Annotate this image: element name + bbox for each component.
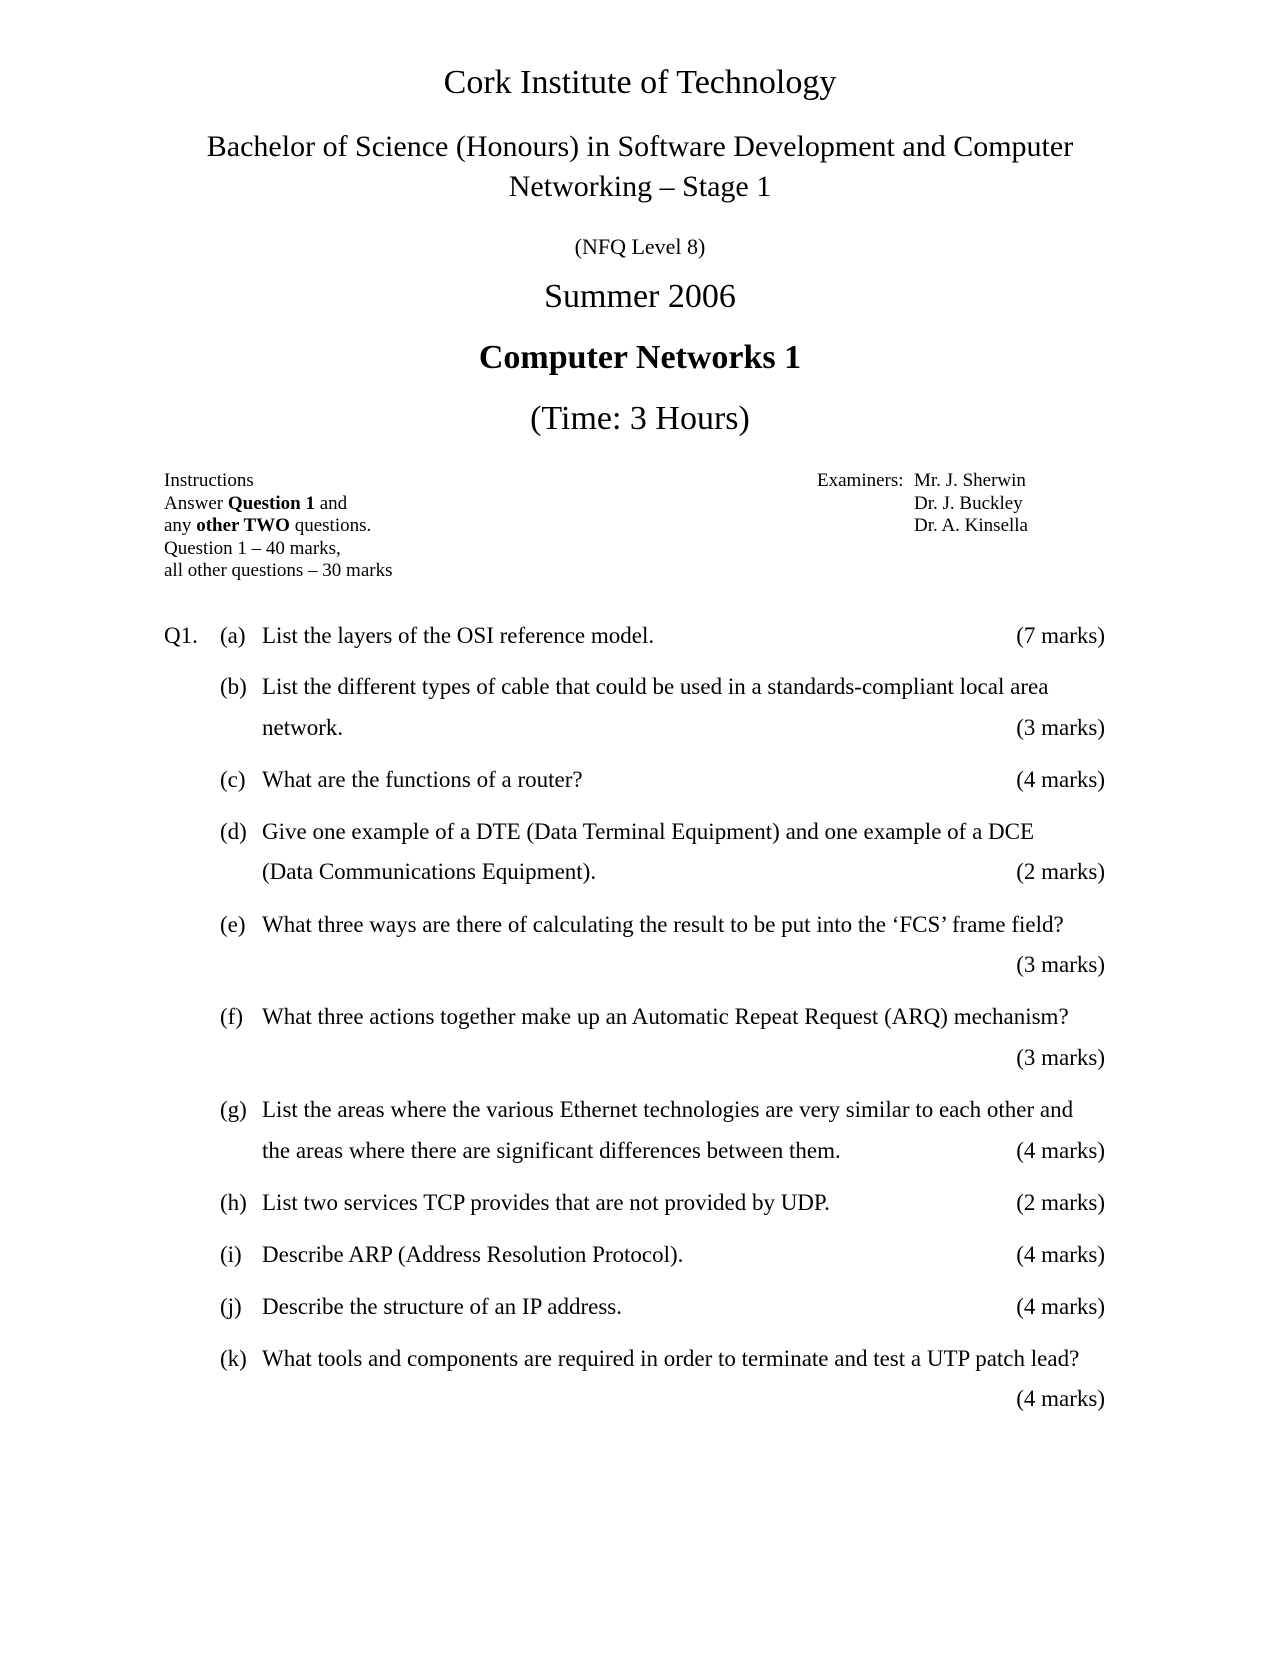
part-letter: (a) [220,623,246,648]
exam-session: Summer 2006 [544,278,736,315]
part-text: What three ways are there of calculating the result to be put into the ‘FCS’ frame field? [262,912,1064,937]
part-letter: (d) [220,819,247,844]
instructions-line: all other questions – 30 marks [164,560,393,581]
examiner-names [914,470,1028,538]
examiner-name: Dr. A. Kinsella [914,515,1028,536]
part-text: What are the functions of a router? [262,767,583,792]
course-title: Computer Networks 1 [478,339,802,376]
instructions-line: Answer Question 1 and [164,492,348,514]
part-letter: (g) [220,1097,247,1122]
part-text: List the layers of the OSI reference model. [262,623,655,648]
instructions-line: any other TWO questions. [164,515,372,536]
part-text: What tools and components are required in order to terminate and test a UTP patch lead? [262,1346,1080,1371]
part-letter: (j) [220,1294,242,1319]
examiner-name: Dr. J. Buckley [914,492,1023,514]
part-text: List the different types of cable that could be used in a standards-compliant local area [262,674,1049,699]
part-marks: (4 marks) [1016,1294,1105,1319]
examiners-label: Examiners: [817,470,904,491]
part-marks: (7 marks) [1016,623,1105,648]
part-text-continued: the areas where there are significant differences between them. [262,1138,841,1163]
part-marks: (4 marks) [1016,767,1105,792]
part-marks: (3 marks) [1016,715,1105,740]
part-letter: (k) [220,1346,247,1371]
part-text-continued: network. [262,715,344,740]
part-marks: (2 marks) [1016,859,1105,884]
instructions-heading: Instructions [164,470,254,491]
part-letter: (b) [220,674,247,699]
nfq-level: (NFQ Level 8) [574,234,706,259]
exam-duration: (Time: 3 Hours) [530,400,750,437]
part-letter: (e) [220,912,246,937]
part-marks: (3 marks) [1016,1045,1105,1070]
degree-title-line1: Bachelor of Science (Honours) in Software Development and Computer [206,130,1074,163]
institute-name: Cork Institute of Technology [443,64,837,101]
part-text: List two services TCP provides that are not provided by UDP. [262,1190,830,1215]
part-letter: (c) [220,767,246,792]
part-marks: (4 marks) [1016,1138,1105,1163]
part-letter: (i) [220,1242,242,1267]
part-text: Describe the structure of an IP address. [262,1294,622,1319]
part-marks: (4 marks) [1016,1386,1105,1411]
part-text-continued: (Data Communications Equipment). [262,859,597,884]
question-number: Q1. [164,623,198,648]
examiner-name: Mr. J. Sherwin [914,470,1026,491]
part-marks: (2 marks) [1016,1190,1105,1215]
part-marks: (3 marks) [1016,952,1105,977]
part-letter: (h) [220,1190,247,1215]
part-marks: (4 marks) [1016,1242,1105,1267]
instructions-block [164,470,393,583]
instructions-line: Question 1 – 40 marks, [164,537,341,559]
part-text: List the areas where the various Ethernet technologies are very similar to each other and [262,1097,1074,1122]
part-text: Give one example of a DTE (Data Terminal Equipment) and one example of a DCE [262,819,1035,844]
part-text: Describe ARP (Address Resolution Protocol). [262,1242,684,1267]
part-letter: (f) [220,1004,243,1029]
part-text: What three actions together make up an Automatic Repeat Request (ARQ) mechanism? [262,1004,1069,1029]
degree-title-line2: Networking – Stage 1 [508,170,772,203]
